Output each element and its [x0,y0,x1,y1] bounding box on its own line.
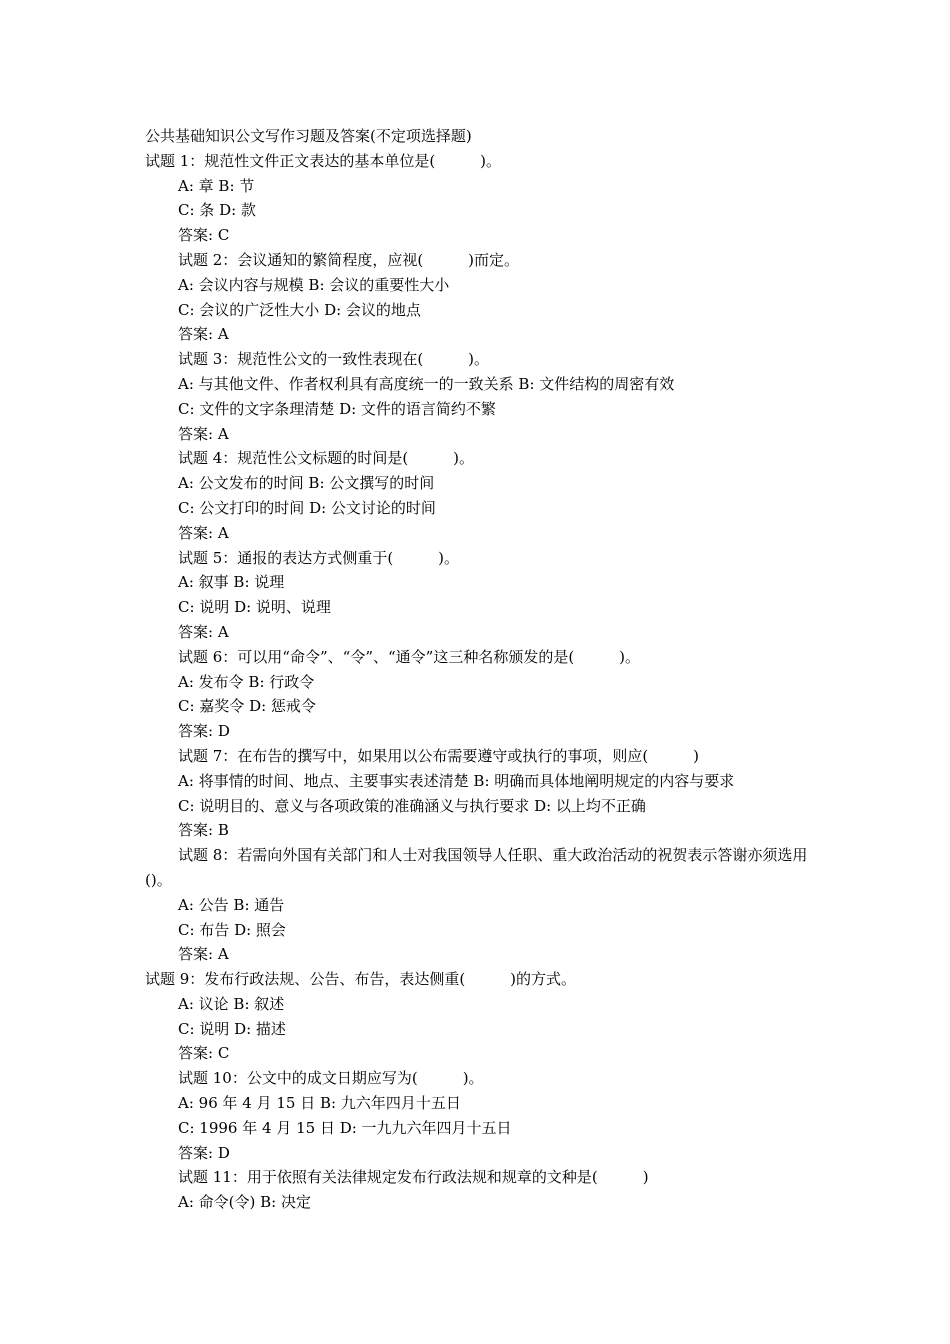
question-4-options-ab: A: 公文发布的时间 B: 公文撰写的时间 [178,474,435,493]
question-10-stem: 试题 10：公文中的成文日期应写为( )。 [178,1069,484,1088]
question-3-stem: 试题 3：规范性公文的一致性表现在( )。 [178,350,490,369]
question-10-options-ab: A: 96 年 4 月 15 日 B: 九六年四月十五日 [178,1094,461,1113]
question-5-answer: 答案: A [178,622,229,641]
question-9-stem: 试题 9：发布行政法规、公告、布告，表达侧重( )的方式。 [145,970,577,989]
question-11-stem: 试题 11：用于依照有关法律规定发布行政法规和规章的文种是( ) [178,1168,649,1187]
question-7-answer: 答案: B [178,821,229,840]
question-1-options-ab: A: 章 B: 节 [178,176,255,195]
question-7-stem: 试题 7：在布告的撰写中，如果用以公布需要遵守或执行的事项，则应( ) [178,746,700,765]
question-5-options-ab: A: 叙事 B: 说理 [178,573,285,592]
question-5-stem: 试题 5：通报的表达方式侧重于( )。 [178,548,460,567]
document-title: 公共基础知识公文写作习题及答案(不定项选择题) [145,127,472,145]
question-5-options-cd: C: 说明 D: 说明、说理 [178,598,331,617]
document-page [145,124,825,1215]
question-3-options-cd: C: 文件的文字条理清楚 D: 文件的语言简约不繁 [178,399,496,418]
question-2-options-cd: C: 会议的广泛性大小 D: 会议的地点 [178,300,421,319]
question-2-answer: 答案: A [178,325,229,344]
question-7-options-ab: A: 将事情的时间、地点、主要事实表述清楚 B: 明确而具体地阐明规定的内容与要求 [178,771,735,790]
question-2-stem: 试题 2：会议通知的繁简程度，应视( )而定。 [178,250,520,269]
question-3-options-ab: A: 与其他文件、作者权利具有高度统一的一致关系 B: 文件结构的周密有效 [178,374,675,393]
question-10-options-cd: C: 1996 年 4 月 15 日 D: 一九九六年四月十五日 [178,1118,512,1137]
question-3-answer: 答案: A [178,424,229,443]
question-11-options-ab: A: 命令(令) B: 决定 [178,1193,311,1212]
question-9-options-ab: A: 议论 B: 叙述 [178,994,285,1013]
question-8-answer: 答案: A [178,945,229,964]
question-1-options-cd: C: 条 D: 款 [178,201,256,220]
question-9-answer: 答案: C [178,1044,230,1063]
question-6-answer: 答案: D [178,722,230,741]
question-4-answer: 答案: A [178,523,229,542]
question-6-options-ab: A: 发布令 B: 行政令 [178,672,315,691]
question-6-options-cd: C: 嘉奖令 D: 惩戒令 [178,697,316,716]
question-9-options-cd: C: 说明 D: 描述 [178,1019,286,1038]
question-4-options-cd: C: 公文打印的时间 D: 公文讨论的时间 [178,498,436,517]
question-8-stem: 试题 8：若需向外国有关部门和人士对我国领导人任职、重大政治活动的祝贺表示答谢亦须选用()。 [145,846,808,889]
question-7-options-cd: C: 说明目的、意义与各项政策的准确涵义与执行要求 D: 以上均不正确 [178,796,646,815]
question-1-answer: 答案: C [178,226,230,245]
question-1-stem: 试题 1：规范性文件正文表达的基本单位是( )。 [145,151,502,170]
question-8-options-ab: A: 公告 B: 通告 [178,895,285,914]
question-4-stem: 试题 4：规范性公文标题的时间是( )。 [178,449,475,468]
question-10-answer: 答案: D [178,1143,230,1162]
question-2-options-ab: A: 会议内容与规模 B: 会议的重要性大小 [178,275,450,294]
question-6-stem: 试题 6：可以用“命令”、“令”、“通令”这三种名称颁发的是( )。 [178,647,641,666]
question-8-options-cd: C: 布告 D: 照会 [178,920,286,939]
